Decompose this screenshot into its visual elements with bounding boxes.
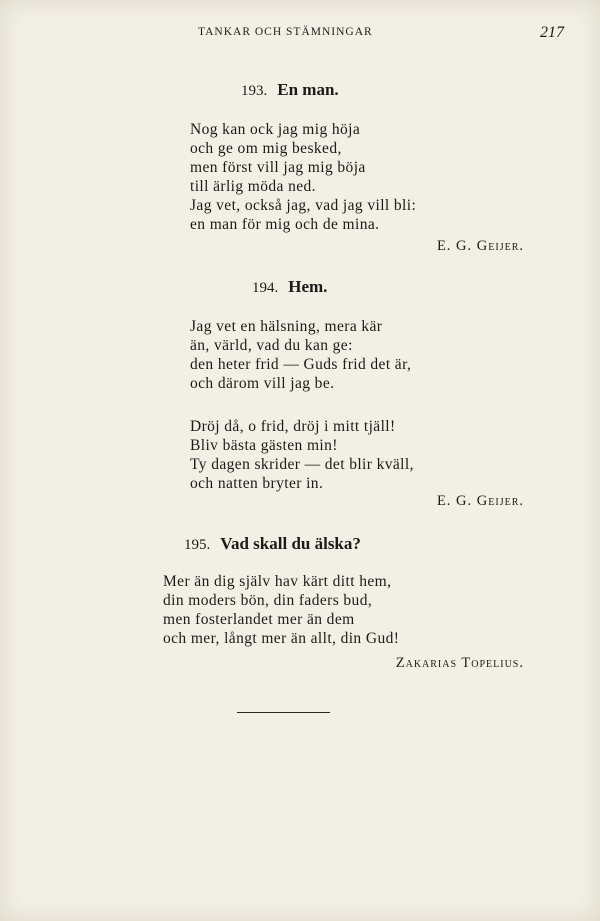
verse-line: Ty dagen skrider — det blir kväll, [190, 456, 414, 473]
poem-195-stanza-1 [163, 572, 399, 648]
poem-194-author: E. G. Geijer. [436, 493, 524, 509]
poem-number: 194. [252, 280, 279, 296]
verse-line: Bliv bästa gästen min! [190, 437, 338, 454]
poem-title-195 [184, 534, 361, 554]
poem-number: 193. [241, 83, 268, 99]
verse-line: Mer än dig själv hav kärt ditt hem, [163, 573, 392, 590]
verse-line: till ärlig möda ned. [190, 178, 316, 195]
section-divider [237, 712, 330, 713]
poem-194-stanza-1 [190, 317, 411, 393]
verse-line: en man för mig och de mina. [190, 216, 380, 233]
poem-number: 195. [184, 537, 211, 553]
poem-194-stanza-2 [190, 417, 414, 493]
page-number: 217 [540, 24, 564, 41]
poem-193-stanza-1 [190, 120, 416, 234]
poem-title-193 [241, 80, 339, 100]
verse-line: och därom vill jag be. [190, 375, 335, 392]
verse-line: Nog kan ock jag mig höja [190, 121, 361, 138]
poem-name: Vad skall du älska? [220, 534, 361, 553]
poem-title-194 [252, 277, 327, 297]
verse-line: den heter frid — Guds frid det är, [190, 356, 412, 373]
verse-line: Jag vet en hälsning, mera kär [190, 318, 383, 335]
verse-line: din moders bön, din faders bud, [163, 592, 373, 609]
verse-line: Jag vet, också jag, vad jag vill bli: [190, 197, 417, 214]
verse-line: och mer, långt mer än allt, din Gud! [163, 630, 400, 647]
running-head: TANKAR OCH STÄMNINGAR [198, 26, 373, 38]
verse-line: men först vill jag mig böja [190, 159, 366, 176]
poem-name: Hem. [288, 277, 328, 296]
verse-line: än, värld, vad du kan ge: [190, 337, 353, 354]
verse-line: Dröj då, o frid, dröj i mitt tjäll! [190, 418, 396, 435]
verse-line: och natten bryter in. [190, 475, 324, 492]
poem-195-author: Zakarias Topelius. [395, 655, 524, 671]
verse-line: och ge om mig besked, [190, 140, 342, 157]
poem-name: En man. [277, 80, 339, 99]
verse-line: men fosterlandet mer än dem [163, 611, 355, 628]
poem-193-author: E. G. Geijer. [436, 238, 524, 254]
